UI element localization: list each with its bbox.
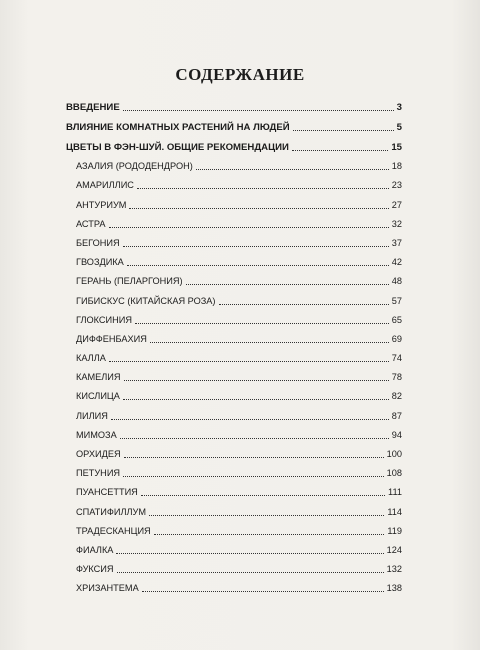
toc-entry-sub[interactable] bbox=[66, 556, 402, 575]
toc-entry-sub[interactable] bbox=[66, 441, 402, 460]
dot-leader bbox=[137, 187, 389, 189]
toc-entry-page: 3 bbox=[396, 102, 402, 113]
dot-leader bbox=[129, 207, 388, 209]
toc-entry-sub[interactable] bbox=[66, 191, 402, 210]
toc-entry-main[interactable] bbox=[66, 93, 402, 113]
toc-entry-label: КИСЛИЦА bbox=[76, 391, 120, 402]
toc-entry-page: 5 bbox=[396, 122, 402, 133]
toc-entry-label: АСТРА bbox=[76, 218, 106, 229]
toc-entry-label: ПУАНСЕТТИЯ bbox=[76, 487, 138, 498]
toc-entry-sub[interactable] bbox=[66, 364, 402, 383]
toc-entry-label: ВВЕДЕНИЕ bbox=[66, 102, 120, 113]
toc-entry-sub[interactable] bbox=[66, 230, 402, 249]
page-title: СОДЕРЖАНИЕ bbox=[175, 65, 305, 84]
toc-entry-label: АНТУРИУМ bbox=[76, 199, 127, 210]
toc-entry-page: 111 bbox=[388, 487, 402, 498]
toc-entry-label: СПАТИФИЛЛУМ bbox=[76, 506, 146, 517]
toc-entry-label: ТРАДЕСКАНЦИЯ bbox=[76, 525, 151, 536]
toc-entry-label: КАЛЛА bbox=[76, 353, 106, 364]
toc-entry-label: ПЕТУНИЯ bbox=[76, 468, 121, 479]
toc-entry-page: 37 bbox=[391, 237, 402, 248]
toc-entry-page: 18 bbox=[391, 161, 402, 172]
toc-entry-page: 108 bbox=[386, 468, 402, 479]
toc-entry-label: ФУКСИЯ bbox=[76, 564, 114, 575]
dot-leader bbox=[120, 437, 389, 439]
toc-entry-page: 114 bbox=[387, 506, 402, 517]
dot-leader bbox=[292, 149, 388, 151]
dot-leader bbox=[124, 456, 384, 458]
toc-entry-page: 87 bbox=[391, 410, 402, 421]
dot-leader bbox=[141, 494, 385, 496]
toc-entry-sub[interactable] bbox=[66, 307, 402, 326]
toc-entry-sub[interactable] bbox=[66, 518, 402, 537]
toc-entry-sub[interactable] bbox=[66, 460, 402, 479]
toc-entry-sub[interactable] bbox=[66, 249, 402, 268]
toc-entry-label: АЗАЛИЯ (РОДОДЕНДРОН) bbox=[76, 161, 193, 172]
dot-leader bbox=[149, 514, 384, 516]
toc-entry-label: ГЛОКСИНИЯ bbox=[76, 314, 132, 325]
toc-entry-page: 15 bbox=[391, 142, 402, 153]
toc-entry-label: ЦВЕТЫ В ФЭН-ШУЙ. ОБЩИЕ РЕКОМЕНДАЦИИ bbox=[66, 142, 289, 153]
toc-entry-sub[interactable] bbox=[66, 153, 402, 172]
toc-entry-page: 78 bbox=[391, 372, 402, 383]
dot-leader bbox=[117, 571, 384, 573]
toc-entry-label: ДИФФЕНБАХИЯ bbox=[76, 333, 147, 344]
dot-leader bbox=[109, 226, 389, 228]
toc-entry-sub[interactable] bbox=[66, 402, 402, 421]
toc-entry-page: 65 bbox=[391, 314, 402, 325]
toc-entry-page: 57 bbox=[391, 295, 402, 306]
toc-entry-label: БЕГОНИЯ bbox=[76, 237, 120, 248]
toc-entry-label: ХРИЗАНТЕМА bbox=[76, 583, 139, 594]
toc-entry-page: 119 bbox=[387, 525, 402, 536]
toc-entry-label: КАМЕЛИЯ bbox=[76, 372, 121, 383]
dot-leader bbox=[135, 322, 389, 324]
toc-entry-sub[interactable] bbox=[66, 287, 402, 306]
dot-leader bbox=[123, 475, 384, 477]
dot-leader bbox=[186, 283, 389, 285]
dot-leader bbox=[127, 264, 389, 266]
toc-entry-sub[interactable] bbox=[66, 211, 402, 230]
dot-leader bbox=[123, 245, 389, 247]
toc-entry-sub[interactable] bbox=[66, 498, 402, 517]
dot-leader bbox=[116, 552, 383, 554]
dot-leader bbox=[109, 360, 389, 362]
dot-leader bbox=[196, 168, 389, 170]
toc-entry-page: 32 bbox=[391, 218, 402, 229]
toc-entry-page: 124 bbox=[386, 544, 402, 555]
toc-entry-sub[interactable] bbox=[66, 268, 402, 287]
dot-leader bbox=[219, 303, 389, 305]
toc-entry-sub[interactable] bbox=[66, 479, 402, 498]
table-of-contents bbox=[66, 93, 402, 594]
dot-leader bbox=[150, 341, 389, 343]
toc-entry-sub[interactable] bbox=[66, 326, 402, 345]
toc-entry-label: ЛИЛИЯ bbox=[76, 410, 108, 421]
toc-entry-label: ОРХИДЕЯ bbox=[76, 449, 121, 459]
toc-entry-page: 94 bbox=[391, 429, 402, 440]
toc-entry-sub[interactable] bbox=[66, 172, 402, 191]
toc-entry-label: ГЕРАНЬ (ПЕЛАРГОНИЯ) bbox=[76, 276, 183, 287]
toc-entry-label: ФИАЛКА bbox=[76, 544, 114, 555]
toc-entry-sub[interactable] bbox=[66, 345, 402, 364]
toc-entry-main[interactable] bbox=[66, 133, 402, 153]
dot-leader bbox=[293, 129, 394, 131]
dot-leader bbox=[142, 590, 384, 592]
dot-leader bbox=[124, 379, 389, 381]
toc-entry-label: ВЛИЯНИЕ КОМНАТНЫХ РАСТЕНИЙ НА ЛЮДЕЙ bbox=[66, 122, 290, 133]
toc-entry-label: МИМОЗА bbox=[76, 429, 117, 440]
dot-leader bbox=[154, 533, 385, 535]
dot-leader bbox=[111, 418, 389, 420]
toc-entry-page: 23 bbox=[391, 180, 402, 191]
toc-entry-page: 69 bbox=[391, 333, 402, 344]
toc-entry-page: 138 bbox=[386, 583, 402, 594]
toc-entry-page: 27 bbox=[391, 199, 402, 210]
toc-entry-label: ГВОЗДИКА bbox=[76, 257, 124, 268]
toc-entry-page: 132 bbox=[386, 564, 402, 575]
toc-entry-label: ГИБИСКУС (КИТАЙСКАЯ РОЗА) bbox=[76, 295, 216, 306]
toc-entry-label: АМАРИЛЛИС bbox=[76, 180, 134, 191]
toc-entry-page: 100 bbox=[386, 449, 402, 459]
toc-entry-sub[interactable] bbox=[66, 575, 402, 594]
toc-entry-page: 82 bbox=[391, 391, 402, 402]
toc-entry-page: 48 bbox=[391, 276, 402, 287]
toc-entry-page: 42 bbox=[391, 257, 402, 268]
toc-entry-sub[interactable] bbox=[66, 383, 402, 402]
dot-leader bbox=[123, 109, 394, 111]
toc-entry-main[interactable] bbox=[66, 113, 402, 133]
toc-entry-page: 74 bbox=[391, 353, 402, 364]
toc-entry-sub[interactable] bbox=[66, 537, 402, 556]
dot-leader bbox=[123, 398, 389, 400]
toc-entry-sub[interactable] bbox=[66, 422, 402, 441]
